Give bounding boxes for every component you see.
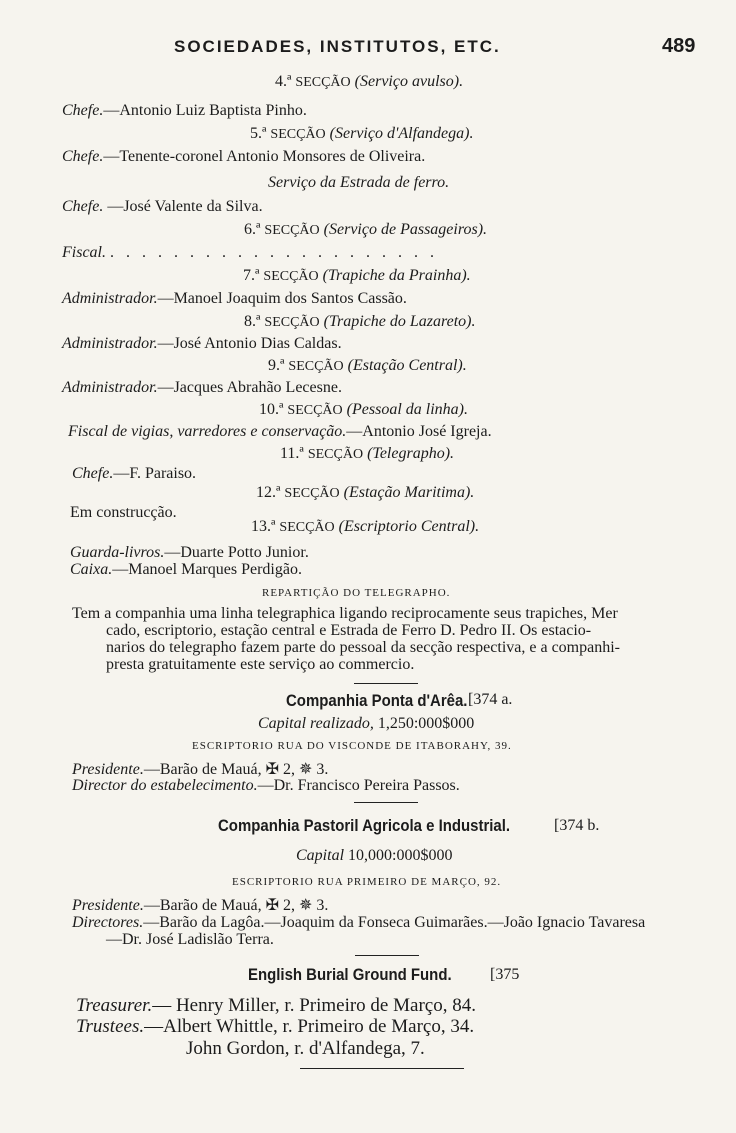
staff-line bbox=[72, 762, 328, 778]
person-name: —Barão da Lagôa.—Joaquim da Fonseca Guimarães.—João Ignacio Tavaresa bbox=[143, 914, 646, 931]
staff-line bbox=[68, 424, 492, 440]
section-title: (Trapiche da Prainha). bbox=[322, 267, 471, 284]
divider-rule bbox=[300, 1068, 464, 1069]
person-name: —Manoel Joaquim dos Santos Cassão. bbox=[157, 290, 407, 307]
staff-line bbox=[76, 1017, 474, 1036]
section-title: (Estação Central). bbox=[347, 357, 467, 374]
section-word: SECÇÃO bbox=[263, 269, 319, 284]
staff-continuation: John Gordon, r. d'Alfandega, 7. bbox=[186, 1038, 425, 1059]
staff-line bbox=[62, 245, 438, 261]
section-word: SECÇÃO bbox=[270, 127, 326, 142]
section-heading bbox=[268, 358, 467, 374]
section-heading bbox=[243, 268, 471, 284]
section-title: (Serviço avulso). bbox=[354, 73, 464, 90]
person-name: —Manoel Marques Perdigão. bbox=[112, 561, 302, 578]
role-label: Guarda-livros. bbox=[70, 544, 165, 561]
staff-line bbox=[72, 915, 645, 931]
company-heading bbox=[218, 817, 550, 835]
person-name: —Barão de Mauá, ✠ 2, ✵ 3. bbox=[143, 897, 329, 914]
person-name: —F. Paraiso. bbox=[113, 465, 197, 482]
section-heading bbox=[244, 314, 476, 330]
role-label: Director do estabelecimento. bbox=[72, 777, 258, 794]
person-name: —Jacques Abrahão Lecesne. bbox=[157, 379, 342, 396]
role-label: Presidente. bbox=[72, 761, 144, 778]
section-title: (Estação Maritima). bbox=[343, 484, 475, 501]
person-name: —Antonio José Igreja. bbox=[346, 423, 492, 440]
staff-line bbox=[62, 336, 342, 352]
section-number: 10.ª bbox=[259, 401, 284, 418]
person-name: —Tenente-coronel Antonio Monsores de Oliveira. bbox=[103, 148, 426, 165]
section-title: (Pessoal da linha). bbox=[346, 401, 468, 418]
leader-dots: . . . . . . . . . . . . . . . . . . . . . bbox=[110, 244, 438, 261]
staff-line bbox=[72, 466, 196, 482]
company-title: Companhia Pastoril Agricola e Industrial. bbox=[218, 816, 511, 835]
company-heading bbox=[286, 692, 492, 710]
section-number: 13.ª bbox=[251, 518, 276, 535]
running-title: SOCIEDADES, INSTITUTOS, ETC. bbox=[174, 37, 501, 56]
staff-line bbox=[72, 778, 460, 794]
section-number: 5.ª bbox=[250, 125, 267, 142]
person-name: —Duarte Potto Junior. bbox=[164, 544, 309, 561]
telegraph-paragraph bbox=[72, 605, 704, 673]
section-heading bbox=[250, 126, 473, 142]
staff-line bbox=[62, 291, 407, 307]
role-label: Chefe. bbox=[62, 102, 104, 119]
role-label: Presidente. bbox=[72, 897, 144, 914]
paragraph-line: narios do telegrapho fazem parte do pessoal da secção respectiva, e a companhi- bbox=[106, 639, 620, 656]
section-number: 8.ª bbox=[244, 313, 261, 330]
person-name: —Albert Whittle, r. Primeiro de Março, 34. bbox=[144, 1016, 475, 1037]
staff-line bbox=[76, 996, 476, 1015]
capital-label: Capital bbox=[296, 847, 345, 864]
role-label: Fiscal. bbox=[62, 244, 106, 261]
company-heading bbox=[248, 966, 479, 984]
section-word: SECÇÃO bbox=[284, 486, 340, 501]
section-word: SECÇÃO bbox=[288, 359, 344, 374]
person-name: —Dr. Francisco Pereira Passos. bbox=[257, 777, 460, 794]
staff-line bbox=[70, 562, 302, 578]
section-heading bbox=[256, 485, 474, 501]
section-word: SECÇÃO bbox=[279, 520, 335, 535]
section-title: (Telegrapho). bbox=[367, 445, 455, 462]
section-number: 12.ª bbox=[256, 484, 281, 501]
staff-line bbox=[62, 149, 425, 165]
section-word: SECÇÃO bbox=[287, 403, 343, 418]
staff-line bbox=[72, 898, 328, 914]
section-word: SECÇÃO bbox=[295, 75, 351, 90]
section-title: (Trapiche do Lazareto). bbox=[323, 313, 476, 330]
section-number: 7.ª bbox=[243, 267, 260, 284]
person-name: —Barão de Mauá, ✠ 2, ✵ 3. bbox=[143, 761, 329, 778]
section-word: SECÇÃO bbox=[264, 223, 320, 238]
role-label: Caixa. bbox=[70, 561, 113, 578]
role-label: Administrador. bbox=[62, 290, 158, 307]
address-line: ESCRIPTORIO RUA PRIMEIRO DE MARÇO, 92. bbox=[232, 876, 502, 888]
divider-rule bbox=[355, 955, 419, 956]
section-heading bbox=[259, 402, 468, 418]
role-label: Directores. bbox=[72, 914, 144, 931]
company-title: Companhia Ponta d'Arêa. bbox=[286, 691, 468, 710]
section-title: (Serviço d'Alfandega). bbox=[329, 125, 474, 142]
role-label: Trustees. bbox=[76, 1016, 145, 1037]
section-heading bbox=[244, 222, 487, 238]
address-line: ESCRIPTORIO RUA DO VISCONDE DE ITABORAHY, 39. bbox=[192, 740, 512, 752]
person-name: —Antonio Luiz Baptista Pinho. bbox=[103, 102, 307, 119]
section-heading bbox=[280, 446, 454, 462]
section-word: SECÇÃO bbox=[264, 315, 320, 330]
role-label: Treasurer. bbox=[76, 995, 153, 1016]
reference-number: [374 b. bbox=[554, 817, 600, 834]
role-label: Chefe. bbox=[62, 198, 104, 215]
section-heading bbox=[251, 519, 479, 535]
role-label: Fiscal de vigias, varredores e conservação. bbox=[68, 423, 347, 440]
capital-value: 1,250:000$000 bbox=[377, 715, 475, 732]
section-word: SECÇÃO bbox=[307, 447, 364, 462]
company-title: English Burial Ground Fund. bbox=[248, 965, 452, 984]
staff-line bbox=[62, 380, 342, 396]
role-label: Chefe. bbox=[72, 465, 114, 482]
section-number: 4.ª bbox=[275, 73, 292, 90]
reference-number: [375 bbox=[490, 966, 520, 983]
person-name: — Henry Miller, r. Primeiro de Março, 84. bbox=[152, 995, 476, 1016]
divider-rule bbox=[354, 683, 418, 684]
section-heading bbox=[275, 74, 463, 90]
role-label: Chefe. bbox=[62, 148, 104, 165]
section-title: (Serviço de Passageiros). bbox=[323, 221, 488, 238]
divider-rule bbox=[354, 802, 418, 803]
capital-line bbox=[296, 848, 452, 864]
reference-number: [374 a. bbox=[468, 691, 513, 708]
section-number: 6.ª bbox=[244, 221, 261, 238]
paragraph-line: Tem a companhia uma linha telegraphica ligando reciprocamente seus trapiches, Mer bbox=[72, 605, 618, 622]
person-name: —José Valente da Silva. bbox=[107, 198, 263, 215]
staff-line bbox=[62, 199, 263, 215]
staff-line bbox=[62, 103, 307, 119]
capital-value: 10,000:000$000 bbox=[348, 847, 453, 864]
role-label: Administrador. bbox=[62, 379, 158, 396]
role-label: Administrador. bbox=[62, 335, 158, 352]
section-number: 11.ª bbox=[280, 445, 304, 462]
section-title: (Escriptorio Central). bbox=[338, 518, 480, 535]
section-number: 9.ª bbox=[268, 357, 285, 374]
capital-label: Capital realizado, bbox=[258, 715, 374, 732]
person-name: —José Antonio Dias Caldas. bbox=[157, 335, 342, 352]
status-text: Em construcção. bbox=[70, 504, 177, 521]
paragraph-line: presta gratuitamente este serviço ao commercio. bbox=[106, 656, 415, 673]
section-heading: Serviço da Estrada de ferro. bbox=[268, 174, 450, 191]
staff-continuation: —Dr. José Ladislão Terra. bbox=[106, 931, 274, 948]
telegraph-heading: REPARTIÇÃO DO TELEGRAPHO. bbox=[262, 587, 451, 599]
paragraph-line: cado, escriptorio, estação central e Estrada de Ferro D. Pedro II. Os estacio- bbox=[106, 622, 592, 639]
staff-line bbox=[70, 545, 309, 561]
page-number: 489 bbox=[662, 35, 696, 57]
capital-line bbox=[258, 716, 474, 732]
